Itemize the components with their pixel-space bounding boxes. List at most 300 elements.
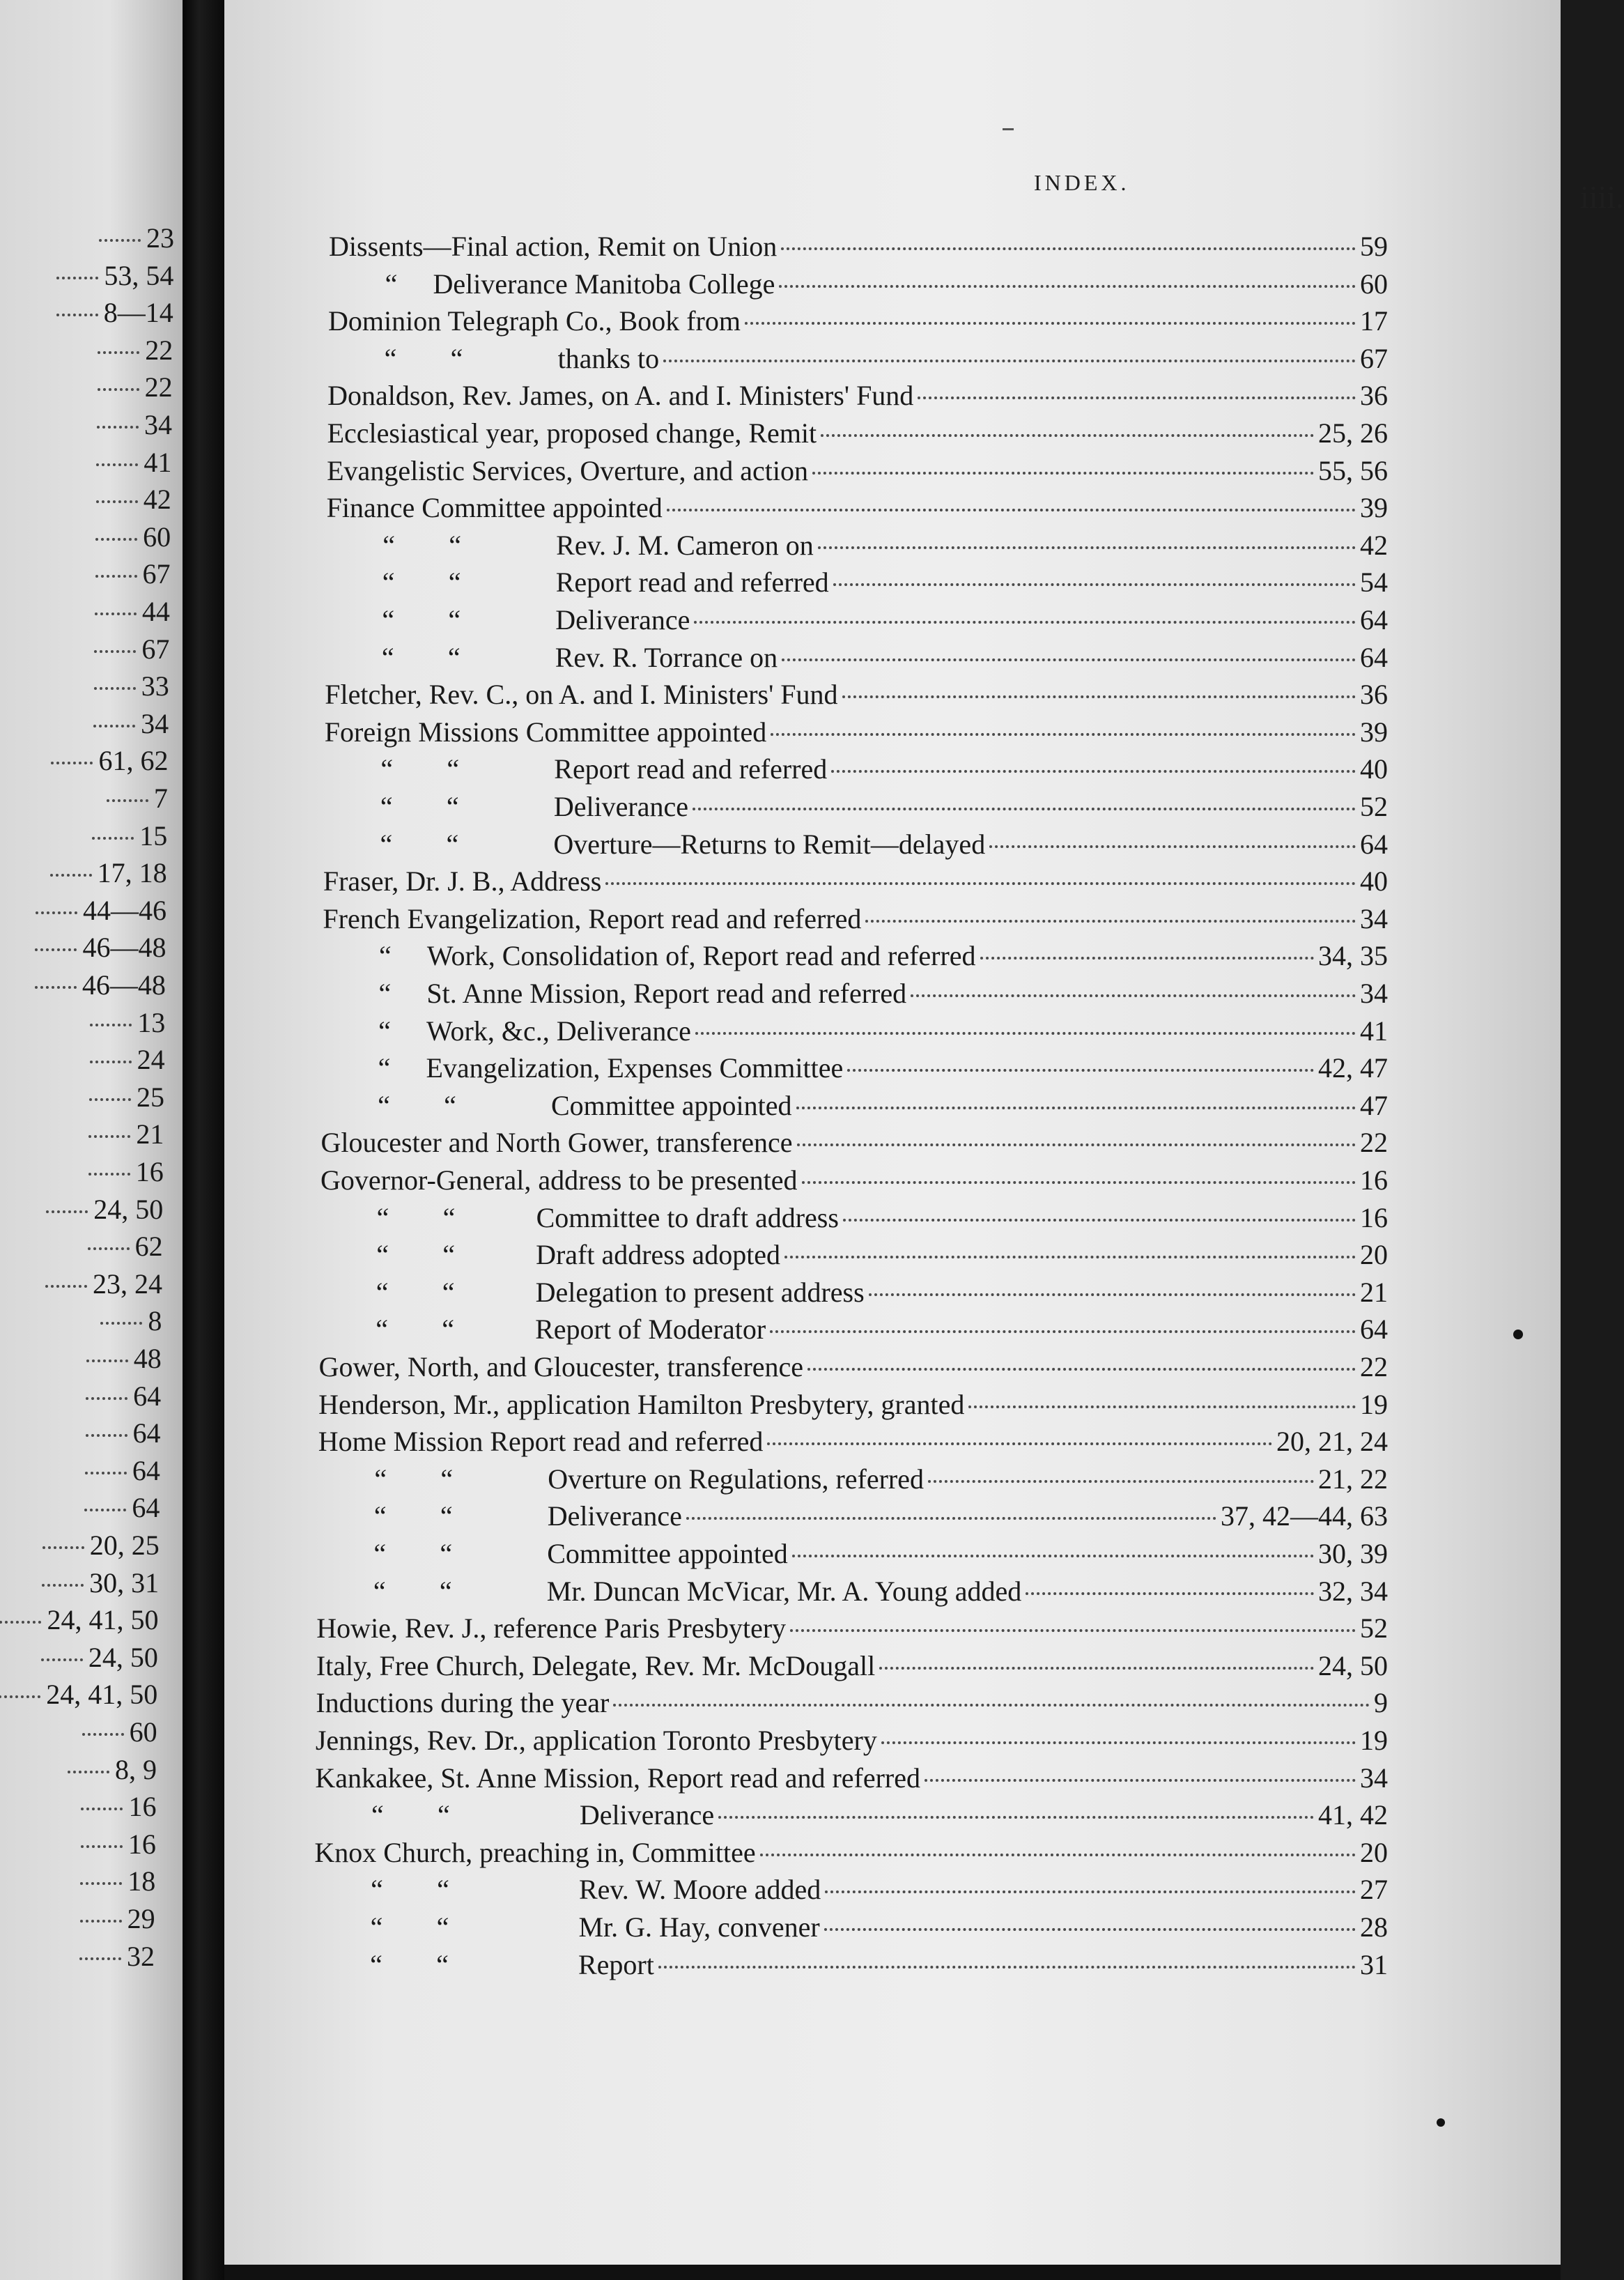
page-reference: 41 [1359, 1015, 1388, 1047]
left-page-entry [84, 1491, 160, 1525]
dot-leader [980, 957, 1314, 960]
page-reference: 54 [1359, 567, 1388, 599]
page-reference: 31 [1360, 1948, 1388, 1980]
page-reference: 23 [146, 222, 174, 254]
page-reference: 34, 35 [1317, 940, 1388, 972]
dot-leader [843, 1219, 1356, 1222]
dot-leader [97, 426, 139, 429]
left-page-entry [88, 1155, 164, 1189]
page-reference: 27 [1359, 1874, 1388, 1906]
dot-leader [693, 808, 1356, 810]
ditto-mark: “ [378, 1089, 390, 1121]
ditto-mark: “ [373, 1500, 387, 1532]
left-page-entry [45, 1268, 162, 1301]
page-reference: 18 [127, 1865, 156, 1897]
dot-leader [767, 1442, 1272, 1445]
ditto-mark: “ [374, 1463, 387, 1495]
page-reference: 20 [1359, 1239, 1388, 1271]
page-reference: 46—48 [82, 969, 166, 1001]
dot-leader [782, 658, 1356, 661]
dot-leader [46, 1210, 88, 1213]
dot-leader [667, 509, 1356, 511]
index-entry [316, 1612, 1388, 1645]
dot-leader [865, 920, 1356, 923]
left-page-entry [96, 446, 171, 479]
entry-text: French Evangelization, Report read and referred [323, 902, 862, 934]
left-page-entry [95, 595, 170, 629]
left-page-entry [42, 1529, 160, 1562]
ditto-mark: “ [447, 753, 460, 785]
index-entry [360, 641, 1388, 675]
page-reference: 24, 41, 50 [47, 1604, 159, 1636]
index-entry [316, 1686, 1388, 1720]
ditto-mark: “ [376, 1314, 388, 1346]
page-reference: 64 [1359, 604, 1388, 636]
left-page-entry [88, 1230, 163, 1263]
index-entry [353, 1463, 1388, 1496]
page-reference: 22 [144, 371, 173, 403]
left-page-entry [35, 969, 166, 1002]
dot-leader [695, 1032, 1356, 1035]
page-reference: 9 [1373, 1687, 1388, 1719]
page-reference: 34 [1359, 902, 1388, 934]
ditto-mark: “ [447, 641, 461, 673]
page-reference: 23, 24 [92, 1268, 162, 1300]
left-page-entry [107, 782, 168, 815]
ditto-mark: “ [376, 1276, 389, 1308]
ditto-mark: “ [370, 1948, 382, 1980]
page-reference: 25 [137, 1081, 164, 1113]
page-reference: 64 [132, 1417, 161, 1449]
ditto-mark: “ [448, 604, 461, 636]
left-page-entry [36, 894, 167, 927]
page-title: INDEX. [1034, 170, 1130, 195]
page-reference: 20, 21, 24 [1276, 1426, 1388, 1458]
dot-leader [84, 1509, 126, 1511]
dot-leader [81, 1808, 123, 1810]
dot-leader [831, 770, 1356, 773]
dot-leader [88, 1247, 130, 1250]
index-entry [361, 529, 1388, 562]
dot-leader [95, 538, 137, 541]
entry-text: Howie, Rev. J., reference Paris Presbytery [316, 1612, 787, 1644]
left-page-entry [79, 1940, 155, 1973]
entry-text: Fraser, Dr. J. B., Address [323, 865, 602, 898]
left-page-entry [35, 931, 166, 964]
ditto-mark: “ [442, 1314, 454, 1346]
dot-leader [100, 1322, 142, 1325]
page-reference: 37, 42—44, 63 [1220, 1500, 1388, 1532]
dot-leader [94, 650, 136, 653]
dot-leader [686, 1517, 1216, 1520]
page-reference: 16 [1359, 1201, 1388, 1233]
dot-leader [96, 500, 138, 503]
left-page-entry [86, 1380, 161, 1413]
ditto-mark: “ [442, 1276, 455, 1308]
left-page-entry [89, 1081, 164, 1114]
left-page-entry [95, 521, 171, 554]
page-reference: 34 [141, 707, 169, 739]
index-entry [315, 1762, 1388, 1795]
ditto-mark: “ [446, 791, 459, 822]
index-entry [354, 1313, 1388, 1346]
page-reference: 24, 41, 50 [46, 1679, 158, 1711]
index-entry [327, 417, 1388, 450]
dot-leader [781, 247, 1356, 250]
index-entry [356, 1052, 1388, 1085]
page-reference: 40 [1359, 753, 1388, 785]
ditto-mark: “ [373, 1575, 386, 1607]
left-page-entry [93, 707, 169, 741]
dot-leader [658, 1966, 1356, 1969]
dot-leader [89, 1098, 131, 1101]
page-reference: 34 [1359, 978, 1388, 1009]
left-page-entry [98, 371, 173, 404]
page-reference: 34 [144, 409, 172, 440]
page-reference: 8 [148, 1305, 162, 1337]
page-reference: 13 [137, 1006, 166, 1038]
dot-leader [824, 1928, 1356, 1931]
index-entry [316, 1649, 1388, 1683]
dot-leader [93, 725, 135, 727]
dot-leader [94, 687, 136, 690]
left-page-entry [46, 1193, 163, 1226]
dot-leader [821, 434, 1314, 437]
page-reference: 22 [145, 334, 173, 366]
index-entry [355, 1238, 1388, 1272]
dot-leader [818, 546, 1356, 549]
page-reference: 28 [1359, 1911, 1388, 1943]
left-page-entry [94, 670, 169, 703]
ditto-mark: “ [371, 1799, 384, 1831]
page-reference: 17, 18 [97, 857, 167, 889]
left-page-entry [50, 856, 167, 890]
page-reference: 61, 62 [98, 745, 169, 777]
page-reference: 16 [135, 1156, 164, 1187]
ditto-mark: “ [380, 753, 394, 785]
page-reference: 41, 42 [1317, 1799, 1388, 1831]
dot-leader [35, 948, 77, 951]
page-reference: 20, 25 [89, 1530, 160, 1561]
dot-leader [90, 1061, 132, 1063]
page-reference: 52 [1359, 1612, 1388, 1644]
dot-leader [879, 1667, 1314, 1670]
page-reference: 16 [128, 1791, 157, 1823]
dot-leader [1026, 1592, 1314, 1595]
entry-text: Draft address adopted [536, 1239, 781, 1271]
left-page-entry [86, 1342, 162, 1376]
entry-text: Overture—Returns to Remit—delayed [553, 828, 986, 860]
page-reference: 22 [1359, 1351, 1388, 1382]
ditto-mark: “ [379, 940, 392, 972]
left-page-entry [88, 1118, 164, 1151]
index-entry [349, 1873, 1388, 1907]
page-reference: 48 [133, 1343, 162, 1374]
index-entry [348, 1948, 1388, 1982]
index-entry [329, 230, 1388, 263]
dot-leader [85, 1472, 127, 1474]
index-entry [323, 902, 1388, 936]
left-page-entry [92, 819, 167, 853]
page-reference: 24 [137, 1044, 165, 1076]
page-reference: 47 [1360, 1089, 1388, 1121]
ditto-mark: “ [378, 1052, 391, 1084]
index-entry [359, 753, 1388, 786]
entry-text: thanks to [557, 342, 660, 374]
dot-leader [56, 314, 98, 316]
index-entry [325, 716, 1388, 749]
page-reference: 19 [1359, 1725, 1388, 1756]
dot-leader [86, 1359, 128, 1362]
page-reference: 8—14 [103, 297, 173, 329]
index-entry [328, 305, 1388, 338]
left-page-entry [42, 1566, 159, 1600]
page-reference: 8, 9 [115, 1753, 157, 1785]
page-reference: 42 [1359, 529, 1388, 561]
page-number: iiii. [1580, 179, 1624, 215]
dot-leader [833, 583, 1356, 586]
ditto-mark: “ [385, 268, 398, 300]
page-reference: 46—48 [82, 932, 167, 964]
left-page-entry [51, 744, 168, 778]
entry-text: Donaldson, Rev. James, on A. and I. Ministers' Fund [327, 380, 914, 412]
ditto-mark: “ [440, 1538, 453, 1569]
dot-leader [694, 621, 1356, 624]
left-page-entry [95, 557, 171, 591]
dot-leader [825, 1890, 1356, 1893]
page-reference: 55, 56 [1317, 454, 1388, 486]
left-page-entry [0, 1603, 158, 1637]
dot-leader [925, 1779, 1356, 1782]
page-reference: 39 [1359, 716, 1388, 748]
left-page-entry [41, 1641, 158, 1674]
left-page-entry [81, 1790, 156, 1824]
ditto-mark: “ [382, 529, 396, 561]
left-page-entry [94, 633, 169, 666]
dot-leader [807, 1368, 1356, 1371]
page-reference: 30, 39 [1317, 1538, 1388, 1569]
ditto-mark: “ [378, 978, 392, 1009]
dot-leader [79, 1957, 121, 1960]
dot-leader [792, 1555, 1314, 1557]
entry-text: Mr. G. Hay, convener [578, 1911, 820, 1943]
ditto-mark: “ [444, 1089, 456, 1121]
index-entry [353, 1500, 1388, 1533]
left-page-entry [97, 408, 172, 442]
page-reference: 36 [1359, 679, 1388, 711]
dot-leader [663, 360, 1356, 362]
page-reference: 62 [134, 1231, 163, 1263]
ditto-mark: “ [382, 567, 395, 599]
page-reference: 16 [1359, 1164, 1388, 1196]
page-reference: 60 [129, 1716, 157, 1748]
entry-text: Deliverance [579, 1799, 715, 1831]
entry-text: Rev. W. Moore added [578, 1874, 821, 1906]
entry-text: Home Mission Report read and referred [318, 1426, 764, 1458]
ditto-mark: “ [440, 1500, 453, 1532]
index-entry [355, 1201, 1388, 1235]
entry-text: Finance Committee appointed [326, 492, 663, 524]
entry-text: Report of Moderator [535, 1314, 766, 1346]
page-reference: 64 [1359, 828, 1388, 860]
ditto-mark: “ [438, 1799, 450, 1831]
dot-leader [95, 575, 137, 578]
page-bottom-edge [224, 2265, 1561, 2280]
left-page-entry [0, 1678, 157, 1711]
dot-leader [68, 1771, 109, 1773]
dot-leader [797, 1143, 1356, 1146]
dot-leader [842, 695, 1356, 698]
index-entry [327, 379, 1388, 413]
dot-leader [812, 472, 1314, 475]
dot-leader [50, 874, 92, 877]
entry-text: Foreign Missions Committee appointed [324, 716, 767, 748]
dot-leader [92, 837, 134, 840]
ditto-mark: “ [376, 1239, 389, 1271]
dot-leader [847, 1069, 1314, 1072]
index-entry [358, 828, 1388, 861]
dot-leader [760, 1854, 1356, 1856]
page-reference: 29 [127, 1903, 155, 1934]
entry-text: Report [578, 1948, 654, 1980]
page-reference: 19 [1359, 1388, 1388, 1420]
page-reference: 60 [1359, 268, 1388, 300]
ditto-mark: “ [371, 1874, 383, 1906]
dot-leader [80, 1920, 122, 1923]
dot-leader [790, 1629, 1356, 1632]
dot-leader [928, 1480, 1314, 1483]
entry-text: Evangelistic Services, Overture, and action [327, 454, 808, 486]
page-reference: 60 [143, 521, 171, 553]
index-entry [314, 1836, 1388, 1870]
entry-text: Italy, Free Church, Delegate, Rev. Mr. McDougall [316, 1649, 876, 1681]
index-entry [319, 1350, 1388, 1384]
page-reference: 53, 54 [104, 259, 174, 291]
entry-text: Gloucester and North Gower, transference [320, 1127, 793, 1159]
page-reference: 24, 50 [93, 1193, 164, 1225]
left-page-entry [90, 1006, 165, 1040]
page-reference: 41 [144, 446, 172, 478]
ditto-mark: “ [370, 1911, 383, 1943]
page-reference: 44—46 [83, 894, 167, 926]
dot-leader [989, 845, 1356, 848]
entry-text: Deliverance [553, 791, 689, 822]
page-reference: 21 [1359, 1276, 1388, 1308]
entry-text: Rev. R. Torrance on [555, 641, 778, 673]
entry-text: Delegation to present address [535, 1276, 865, 1308]
left-page-entry [90, 1043, 165, 1077]
ditto-mark: “ [382, 604, 395, 636]
ditto-mark: “ [378, 1015, 391, 1047]
index-entry [350, 1798, 1388, 1832]
dot-leader [613, 1704, 1370, 1707]
index-entry [364, 268, 1388, 301]
dot-leader [80, 1882, 122, 1885]
index-entry [360, 603, 1388, 637]
dot-leader [35, 986, 77, 989]
left-page-entry [98, 334, 173, 367]
entry-text: Deliverance Manitoba College [433, 268, 775, 300]
dot-leader [911, 994, 1356, 997]
index-entry [357, 1015, 1388, 1048]
page-reference: 17 [1359, 305, 1388, 337]
dot-leader [0, 1695, 40, 1698]
dot-leader [88, 1173, 130, 1176]
dot-leader [56, 277, 98, 279]
page-reference: 64 [132, 1454, 160, 1486]
index-entry [348, 1911, 1388, 1944]
entry-text: Committee appointed [547, 1538, 788, 1569]
index-entry [327, 491, 1388, 525]
page-reference: 52 [1359, 791, 1388, 822]
index-entry [320, 1164, 1388, 1197]
left-page-entry [96, 483, 171, 516]
entry-text: Mr. Duncan McVicar, Mr. A. Young added [546, 1575, 1022, 1607]
left-page-entry [85, 1454, 160, 1488]
ink-speck [1513, 1330, 1523, 1339]
ditto-mark: “ [384, 342, 397, 374]
page-reference: 42, 47 [1317, 1052, 1388, 1084]
entry-text: Overture on Regulations, referred [548, 1463, 924, 1495]
book-gutter [183, 0, 224, 2280]
page-reference: 44 [141, 596, 170, 627]
dot-leader [881, 1741, 1356, 1744]
ink-speck [1437, 2118, 1445, 2127]
dot-leader [918, 396, 1356, 399]
entry-text: Work, Consolidation of, Report read and referred [426, 940, 976, 972]
ditto-mark: “ [380, 828, 393, 860]
dot-leader [88, 1135, 130, 1138]
dot-leader [90, 1024, 132, 1026]
index-entry [325, 678, 1388, 711]
index-entry [356, 1089, 1388, 1123]
page-reference: 36 [1359, 380, 1388, 412]
entry-text: Report read and referred [555, 567, 829, 599]
index-entry [355, 1276, 1388, 1309]
index-entry [327, 454, 1388, 488]
page-reference: 64 [133, 1380, 162, 1412]
page-reference: 7 [153, 783, 168, 814]
index-entry [352, 1575, 1388, 1608]
page-reference: 67 [141, 633, 170, 665]
entry-text: Evangelization, Expenses Committee [426, 1052, 844, 1084]
left-page-entry [56, 296, 173, 330]
dot-leader [779, 285, 1356, 288]
entry-text: Committee appointed [551, 1089, 792, 1121]
entry-text: Kankakee, St. Anne Mission, Report read and referred [315, 1762, 921, 1794]
print-mark [1003, 128, 1014, 130]
entry-text: Governor-General, address to be presented [320, 1164, 798, 1196]
entry-text: St. Anne Mission, Report read and referred [426, 978, 907, 1009]
page-reference: 32 [127, 1940, 155, 1972]
page-reference: 20 [1359, 1836, 1388, 1868]
entry-text: Dissents—Final action, Remit on Union [329, 231, 778, 262]
ditto-mark: “ [446, 828, 459, 860]
left-page-entry [56, 259, 173, 293]
ditto-mark: “ [440, 1463, 454, 1495]
dot-leader [36, 911, 77, 914]
dot-leader [771, 733, 1356, 736]
page-reference: 16 [127, 1828, 156, 1860]
ditto-mark: “ [373, 1538, 387, 1569]
entry-text: Committee to draft address [536, 1201, 839, 1233]
index-entry [318, 1425, 1388, 1458]
index-page [224, 0, 1624, 2280]
dot-leader [869, 1293, 1356, 1296]
ditto-mark: “ [437, 1874, 449, 1906]
index-entry [357, 939, 1388, 973]
dot-leader [82, 1733, 124, 1736]
